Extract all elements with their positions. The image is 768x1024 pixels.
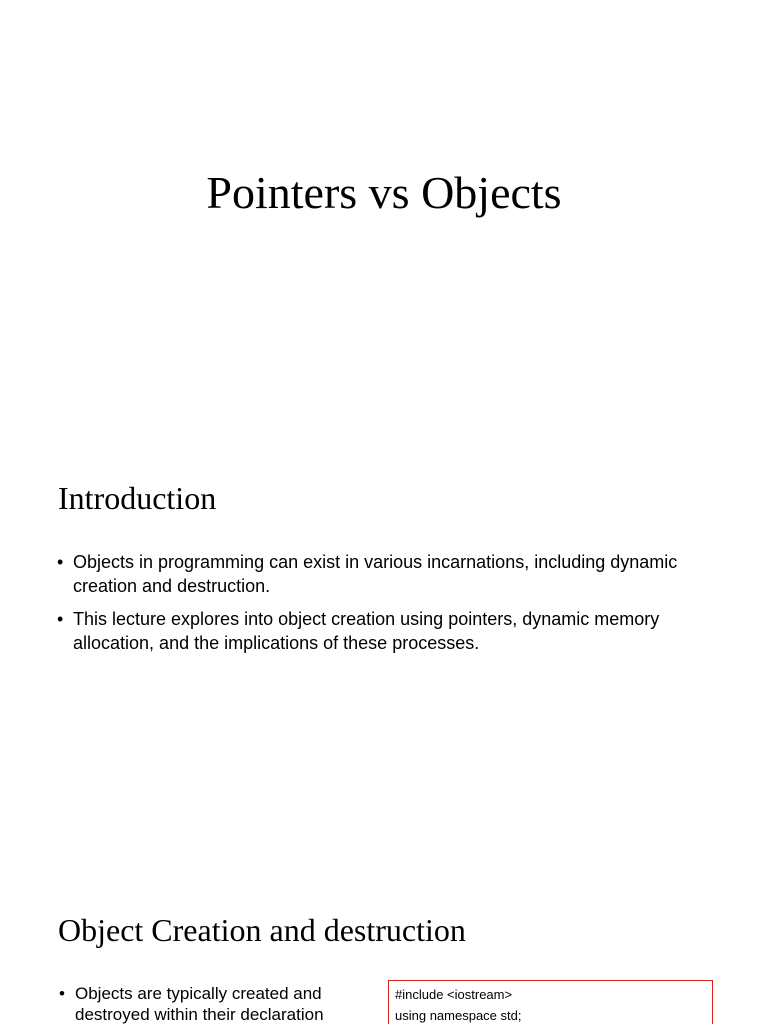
slide-title [0,0,768,432]
bullet-list [57,550,707,664]
code-line: using namespace std; [395,1008,522,1023]
slide-object-creation [0,864,768,1024]
slide-heading: Introduction [58,480,217,516]
bullet-list [59,983,359,1024]
bullet-item: • This lecture explores into object creation using pointers, dynamic memory allocation, and the implications of these processes. [57,607,707,655]
bullet-item: • Objects are typically created and destroyed within their declaration [59,983,359,1024]
code-snippet-box [388,980,713,1024]
slide-heading: Object Creation and destruction [58,912,466,948]
code-line: #include <iostream> [395,987,513,1002]
presentation-title: Pointers vs Objects [206,167,562,218]
bullet-item: • Objects in programming can exist in various incarnations, including dynamic creation and destruction. [57,550,707,598]
slide-introduction [0,432,768,864]
